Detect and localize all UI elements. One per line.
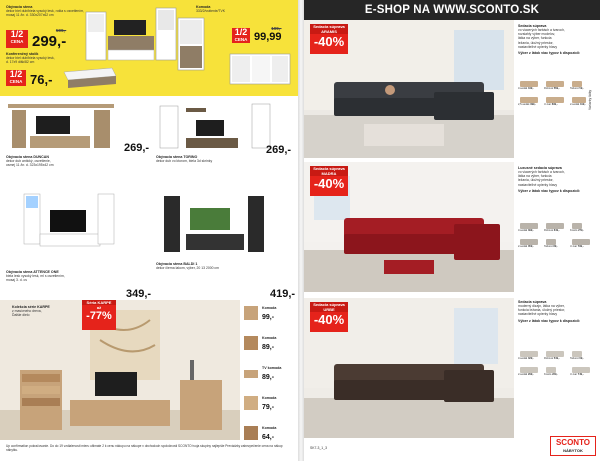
variant-cell[interactable]: Taburet 89,- [544,238,568,252]
karpe-item [242,394,298,424]
text-line: moderný dizajn, látka na výber, [518,304,565,309]
block-title: Obývacia stena ATTENCE ONE [6,270,59,274]
karpe-item [242,334,298,364]
karpe-item-price: 99,- [262,314,275,321]
block-line: 333/2/vrátenie/TVK [196,9,226,14]
text-line: látka na výber, funkcia [518,36,552,41]
text-block-duncan [6,155,116,167]
karpe-item-thumb [242,394,260,412]
text-block-torino [156,155,246,163]
variant-cell[interactable]: 2-sedák 359,- [518,238,542,252]
variant-cell[interactable]: Rohová 649,- [544,222,568,236]
price-baldi: 419,- [270,288,296,300]
text-block-attence [6,270,116,282]
variant-cell[interactable]: Rohová 569,- [544,80,568,94]
variant-cell[interactable]: 2-sedák 299,- [518,366,542,380]
text-line: rozsiahly výber modelov, [518,32,556,37]
block-title: Obývacia stena BALDI 1 [156,262,198,266]
block-line: dekor biel dub/biela vysoký lesk, rošta s osvetlením, [6,9,85,14]
coffee-table-illustration [60,62,120,92]
karpe-item [242,364,298,394]
variant-cell[interactable]: Kreslo 279,- [570,222,594,236]
variant-cell[interactable]: Taburet 69,- [570,350,594,364]
right-footer-code: SK7-3_1_3 [310,446,327,450]
karpe-intro-line: Kolekcia série KARPE [12,305,50,309]
karpe-item-price: 64,- [262,434,275,441]
karpe-discount-badge: Séria KARPE až -77% [82,300,116,330]
karpe-intro-line: Ďalšie dielo [12,313,30,318]
text-line: Luxusné sedacia súprava [518,166,562,170]
urbe-discount-badge: Sedacia súprava URBE -40% [310,302,348,332]
sconto-logo[interactable]: SCONTO NÁBYTOK [550,436,596,456]
text-block-dresser [196,5,256,13]
cabinet-illustration [170,14,230,74]
text-line: ležania, úložný priestor, [518,40,554,45]
karpe-item-thumb [242,424,260,442]
variant-cell[interactable]: 3-sedák 349,- [518,80,542,94]
side-note: Varianty látky [588,89,592,110]
variant-cell[interactable]: 2-sedák 319,- [570,96,594,110]
aramis-text-block [518,24,598,55]
karpe-item [242,304,298,334]
text-line: ležania, úložný priestor, [518,178,554,183]
karpe-item-title: Komoda [262,396,277,400]
text-line: nastaviteľné opierky hlavy [518,182,558,187]
variant-cell[interactable]: U-tvar 749,- [570,366,594,380]
variant-cell[interactable]: 2,5-sedák 399,- [518,96,542,110]
pick-label: Výber z látok viac typov k dispozícii: [518,318,581,323]
half-price-badge: 1/2 CENA [6,30,28,48]
karpe-item-thumb [242,304,260,322]
block-line: mosaj 3. d. cs [6,278,27,283]
karpe-item-price: 89,- [262,374,275,381]
block-line: dekor dub vo ktorom, biela 3d skrinky [156,159,213,164]
karpe-item-price: 79,- [262,404,275,411]
block-title: Komoda [196,5,211,9]
attence-wall-illustration [20,190,120,260]
block-line: osmej 11 /kr. d. 323x195x42 cm [6,163,54,168]
karpe-items-column [242,304,298,454]
karpe-room-illustration [0,300,240,440]
madra-discount-badge: Sedacia súprava MADRA -40% [310,166,348,196]
urbe-variants-grid [518,350,594,380]
karpe-room-photo [0,300,240,440]
price-torino: 269,- [266,144,292,156]
right-catalog-page [304,0,600,461]
madra-text-block [518,166,598,193]
duncan-wall-illustration [6,100,116,152]
torino-wall-illustration [156,100,276,152]
variant-cell[interactable]: 3-sedák 329,- [518,350,542,364]
block-title: Obývacia stena [6,5,33,9]
karpe-intro-block [12,305,82,317]
variant-cell[interactable]: Taburet 59,- [570,80,594,94]
karpe-item-title: Komoda [262,336,277,340]
block-title: Obývacia stena DUNCAN [6,155,49,159]
text-line: nastaviteľné opierky hlavy [518,312,558,317]
block-line: biela lesk vysoký lesk, ml s osvetlením, [6,274,65,279]
left-footer-note: Up confirmation pokračovanie. Do do 19 vzdialenosti mieru ultimate 2 k cenu nákupu na nákupe v obchodoch spoločnosti SCONTO tvoja skupiny najlepšie Prevádzky zabezpečenie cena na nákup nábytku. [6,444,283,452]
eshop-header[interactable]: E-SHOP NA WWW.SCONTO.SK [304,0,600,20]
block-line: mosaj 11 /kr. d. 330x207x62 cm [6,13,54,18]
variant-cell[interactable]: Kreslo 229,- [544,366,568,380]
variant-cell[interactable]: 3-sedák 399,- [518,222,542,236]
text-line: Sedacia súprava [518,24,547,28]
block-title: Konferenčný stolík [6,52,39,56]
block-line: dekor čierna lakom, výber, 20 13 2000 cm [156,266,219,271]
aramis-discount-badge: Sedacia súprava ARAMIS -40% [310,24,348,54]
variant-cell[interactable]: U-tvar 799,- [570,238,594,252]
half-price-badge: 1/2 CENA [6,70,26,86]
karpe-item-thumb [242,334,260,352]
block-line: d. 17x9 dišk/82 cm [6,60,35,65]
karpe-item-title: Komoda [262,306,277,310]
price-duncan: 269,- [124,142,150,154]
variant-cell[interactable]: Rohová 549,- [544,350,568,364]
madra-variants-grid [518,222,594,252]
karpe-item-thumb [242,364,260,382]
karpe-item-title: Komoda [262,426,277,430]
text-line: vo viacerých farbách a tvaroch, [518,28,565,33]
text-line: funkcia ležania, úložný priestor, [518,308,566,313]
pick-label: Výber z látok viac typov k dispozícii: [518,188,581,193]
text-line: vo viacerých farbách a tvaroch, [518,170,565,175]
dresser-illustration [228,50,292,88]
text-line: Sedacia súprava [518,300,547,304]
wall-unit-illustration [84,6,179,66]
price-coffee-table: 76,- [30,72,53,87]
pick-label: Výber z látok viac typov k dispozícii: [518,50,581,55]
text-block-living-wall [6,5,86,17]
block-title: Obývacia stena TORINO [156,155,198,159]
price-wall-unit: 599,- 299,- [32,28,67,50]
block-line: dekor biel dub/biela vysoký lesk, [6,56,55,61]
price-dresser: 199,- 99,99 [254,26,282,43]
half-price-badge: 1/2 CENA [232,28,250,43]
baldi-wall-illustration [160,192,270,262]
left-catalog-page [0,0,298,461]
karpe-intro-line: z masívneho dreva, [12,309,42,314]
text-block-baldi [156,262,246,270]
block-line: dekor dub antický, osvetlenie, [6,159,51,164]
variant-cell[interactable]: U-tvar 699,- [544,96,568,110]
aramis-variants-grid [518,80,594,110]
karpe-item-title: TV komoda [262,366,282,370]
urbe-text-block [518,300,598,323]
price-attence: 349,- [126,288,152,300]
text-line: látka na výber, funkcia [518,174,552,179]
text-line: nastaviteľné opierky hlavy [518,44,558,49]
karpe-item-price: 89,- [262,344,275,351]
